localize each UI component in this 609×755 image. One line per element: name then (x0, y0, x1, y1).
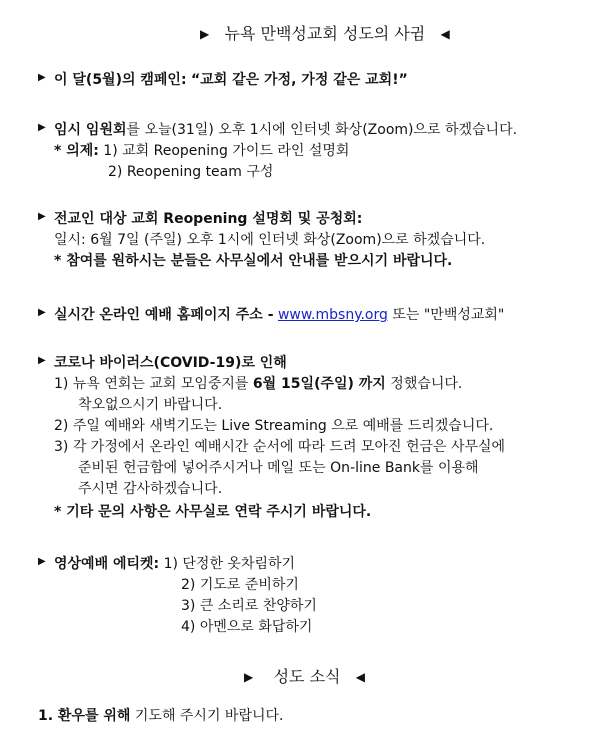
bullet-icon: ▶ (38, 72, 46, 83)
campaign-text: “교회 같은 가정, 가정 같은 교회!” (191, 72, 408, 88)
covid-item-3: 3) 각 가정에서 온라인 예배시간 순서에 따라 드려 모아진 헌금은 사무실에 (54, 439, 506, 455)
bullet-icon: ▶ (38, 307, 46, 318)
meeting-agenda-1 (54, 141, 349, 161)
campaign-line (54, 70, 408, 90)
homepage-link[interactable]: www.mbsny.org (277, 307, 388, 323)
meeting-agenda-2: 2) Reopening team 구성 (108, 164, 274, 180)
bullet-icon: ▶ (38, 122, 46, 133)
etiquette-item: 1) 단정한 옷차림하기 (163, 556, 296, 572)
etiquette-label: 영상예배 에티켓: (54, 556, 160, 572)
play-left-icon: ◀ (440, 27, 450, 41)
covid-item-2: 2) 주일 예배와 새벽기도는 Live Streaming 으로 예배를 드리겠습니다. (54, 418, 494, 434)
etiquette-item: 2) 기도로 준비하기 (181, 577, 299, 593)
play-right-icon: ▶ (244, 670, 254, 684)
page-title-text: 뉴욕 만백성교회 성도의 사귐 (224, 24, 426, 43)
covid-item-1-cont: 착오없으시기 바랍니다. (78, 397, 223, 413)
agenda-label: * 의제: (54, 143, 99, 159)
online-suffix: 또는 "만백성교회" (392, 307, 505, 323)
news-item-1: 1. 환우를 위해 기도해 주시기 바랍니다. (38, 708, 284, 724)
covid-item-3-cont: 준비된 헌금함에 넣어주시거나 메일 또는 On-line Bank를 이용해 (78, 460, 479, 476)
bullet-icon: ▶ (38, 556, 46, 567)
page-title (200, 24, 450, 44)
covid-item-3-cont2: 주시면 감사하겠습니다. (78, 481, 223, 497)
etiquette-line (54, 554, 295, 574)
bullet-icon: ▶ (38, 211, 46, 222)
news-title: ▶ 성도 소식 ◀ (244, 667, 365, 686)
covid-title: 코로나 바이러스(COVID-19)로 인해 (54, 355, 287, 371)
play-right-icon: ▶ (200, 27, 210, 41)
hearing-note: * 참여를 원하시는 분들은 사무실에서 안내를 받으시기 바랍니다. (54, 253, 453, 269)
meeting-line (54, 120, 517, 140)
covid-item-1: 1) 뉴욕 연회는 교회 모임중지를 6월 15일(주일) 까지 정했습니다. (54, 376, 463, 392)
meeting-bold: 임시 임원회 (54, 122, 127, 138)
bullet-icon: ▶ (38, 355, 46, 366)
agenda-item: 1) 교회 Reopening 가이드 라인 설명회 (103, 143, 350, 159)
play-left-icon: ◀ (355, 670, 365, 684)
etiquette-item: 4) 아멘으로 화답하기 (181, 619, 313, 635)
etiquette-item: 3) 큰 소리로 찬양하기 (181, 598, 317, 614)
hearing-date: 일시: 6월 7일 (주일) 오후 1시에 인터넷 화상(Zoom)으로 하겠습니다. (54, 232, 486, 248)
online-label: 실시간 온라인 예배 홈페이지 주소 - (54, 307, 274, 323)
campaign-label: 이 달(5월)의 캠페인: (54, 72, 187, 88)
online-line (54, 305, 504, 325)
hearing-title: 전교인 대상 교회 Reopening 설명회 및 공청회: (54, 211, 363, 227)
meeting-text: 를 오늘(31일) 오후 1시에 인터넷 화상(Zoom)으로 하겠습니다. (126, 122, 518, 138)
covid-note: * 기타 문의 사항은 사무실로 연락 주시기 바랍니다. (54, 504, 372, 520)
